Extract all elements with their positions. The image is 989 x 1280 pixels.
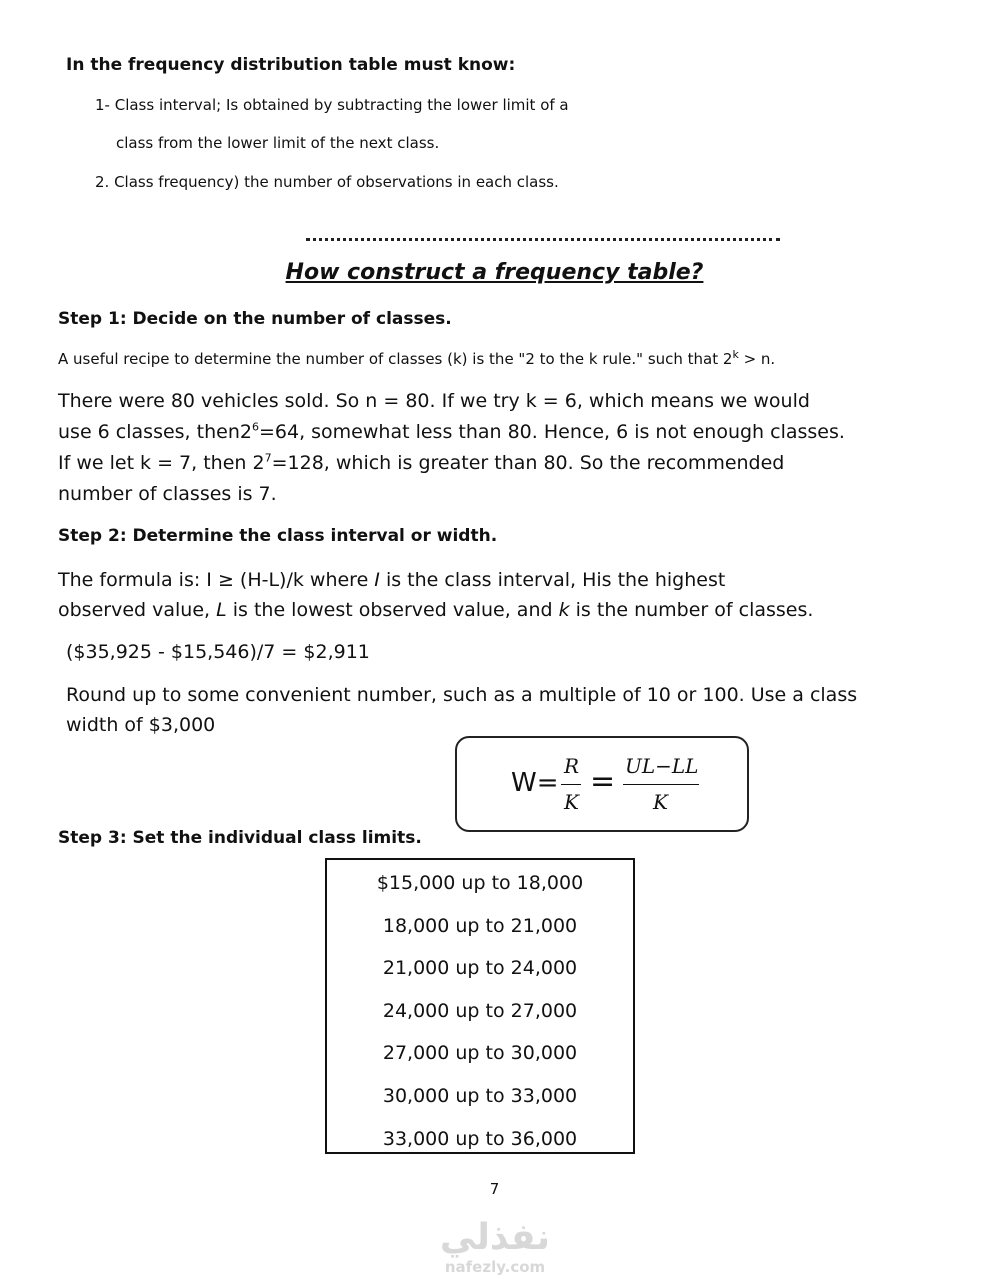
formula-equals: = (590, 764, 616, 799)
class-limit-row: 27,000 up to 30,000 (382, 1042, 578, 1065)
step1-recipe-tail: > n. (738, 350, 776, 368)
step2-f-b: is the class interval, His the highest observed value, (58, 569, 726, 621)
page-number: 7 (489, 1180, 500, 1198)
step2-f-l: L (216, 599, 227, 621)
class-limit-row: 21,000 up to 24,000 (382, 957, 578, 980)
watermark-logo (430, 1218, 560, 1276)
watermark-latin: nafezly.com (444, 1258, 546, 1276)
formula-fraction-line-2 (623, 784, 699, 785)
step3-title: Step 3: Set the individual class limits. (58, 828, 422, 848)
formula-w: W= (511, 768, 559, 798)
step2-f-a: The formula is: I ≥ (H-L)/k where (58, 569, 375, 591)
dotted-separator (306, 226, 780, 241)
class-limit-row: $15,000 up to 18,000 (376, 872, 584, 894)
step1-p-sup1: 6 (251, 420, 259, 434)
section-heading: How construct a frequency table? (285, 260, 704, 285)
intro-item-2: 2. Class frequency) the number of observations in each class. (95, 173, 559, 191)
step2-f-d: is the number of classes. (569, 599, 814, 621)
step1-paragraph (58, 386, 848, 510)
step2-formula-text (58, 565, 818, 625)
step1-recipe (58, 350, 775, 368)
class-limit-row: 30,000 up to 33,000 (382, 1084, 578, 1107)
step2-round-line-1: Round up to some convenient number, such as a multiple of 10 or 100. Use a class (66, 684, 858, 706)
formula-k2: K (653, 790, 668, 814)
step2-f-c: is the lowest observed value, and (226, 599, 559, 621)
intro-item-1-line-1: 1- Class interval; Is obtained by subtracting the lower limit of a (95, 96, 569, 114)
step2-f-k: k (558, 599, 570, 621)
step1-p-sup2: 7 (264, 451, 272, 465)
step1-recipe-sup: k (732, 348, 739, 361)
step1-p-b: =64 (258, 421, 300, 443)
formula-numerator: UL−LL (625, 754, 699, 778)
step1-recipe-text: A useful recipe to determine the number of classes (k) is the "2 to the k rule." such that 2 (58, 350, 733, 368)
formula-fraction-line-1 (561, 784, 581, 785)
step2-title: Step 2: Determine the class interval or width. (58, 526, 498, 546)
formula-k1: K (564, 790, 579, 814)
intro-title: In the frequency distribution table must know: (66, 55, 516, 75)
step1-p-c: , somewhat less than 80. Hence, 6 is not enough classes. If we let k = 7, then 2 (58, 421, 845, 474)
step2-round-line-2: width of $3,000 (66, 714, 216, 736)
class-limit-row: 24,000 up to 27,000 (382, 999, 578, 1022)
step1-p-d: =128, which is greater than 80. So the recommended number of classes is 7. (58, 452, 785, 505)
width-formula-box (455, 736, 749, 832)
step2-f-i: I (374, 569, 380, 591)
watermark-arabic: نفذلي (439, 1217, 551, 1258)
step1-title: Step 1: Decide on the number of classes. (58, 309, 452, 329)
formula-r: R (564, 754, 580, 778)
intro-item-1-line-2: class from the lower limit of the next class. (116, 134, 440, 152)
step2-calculation: ($35,925 - $15,546)/7 = $2,911 (66, 641, 370, 663)
step1-p-a: There were 80 vehicles sold. So n = 80. If we try k = 6, which means we would use 6 classes, then2 (58, 390, 810, 443)
class-limit-row: 33,000 up to 36,000 (382, 1127, 578, 1150)
class-limits-table (325, 858, 635, 1154)
class-limit-row: 18,000 up to 21,000 (382, 914, 578, 937)
